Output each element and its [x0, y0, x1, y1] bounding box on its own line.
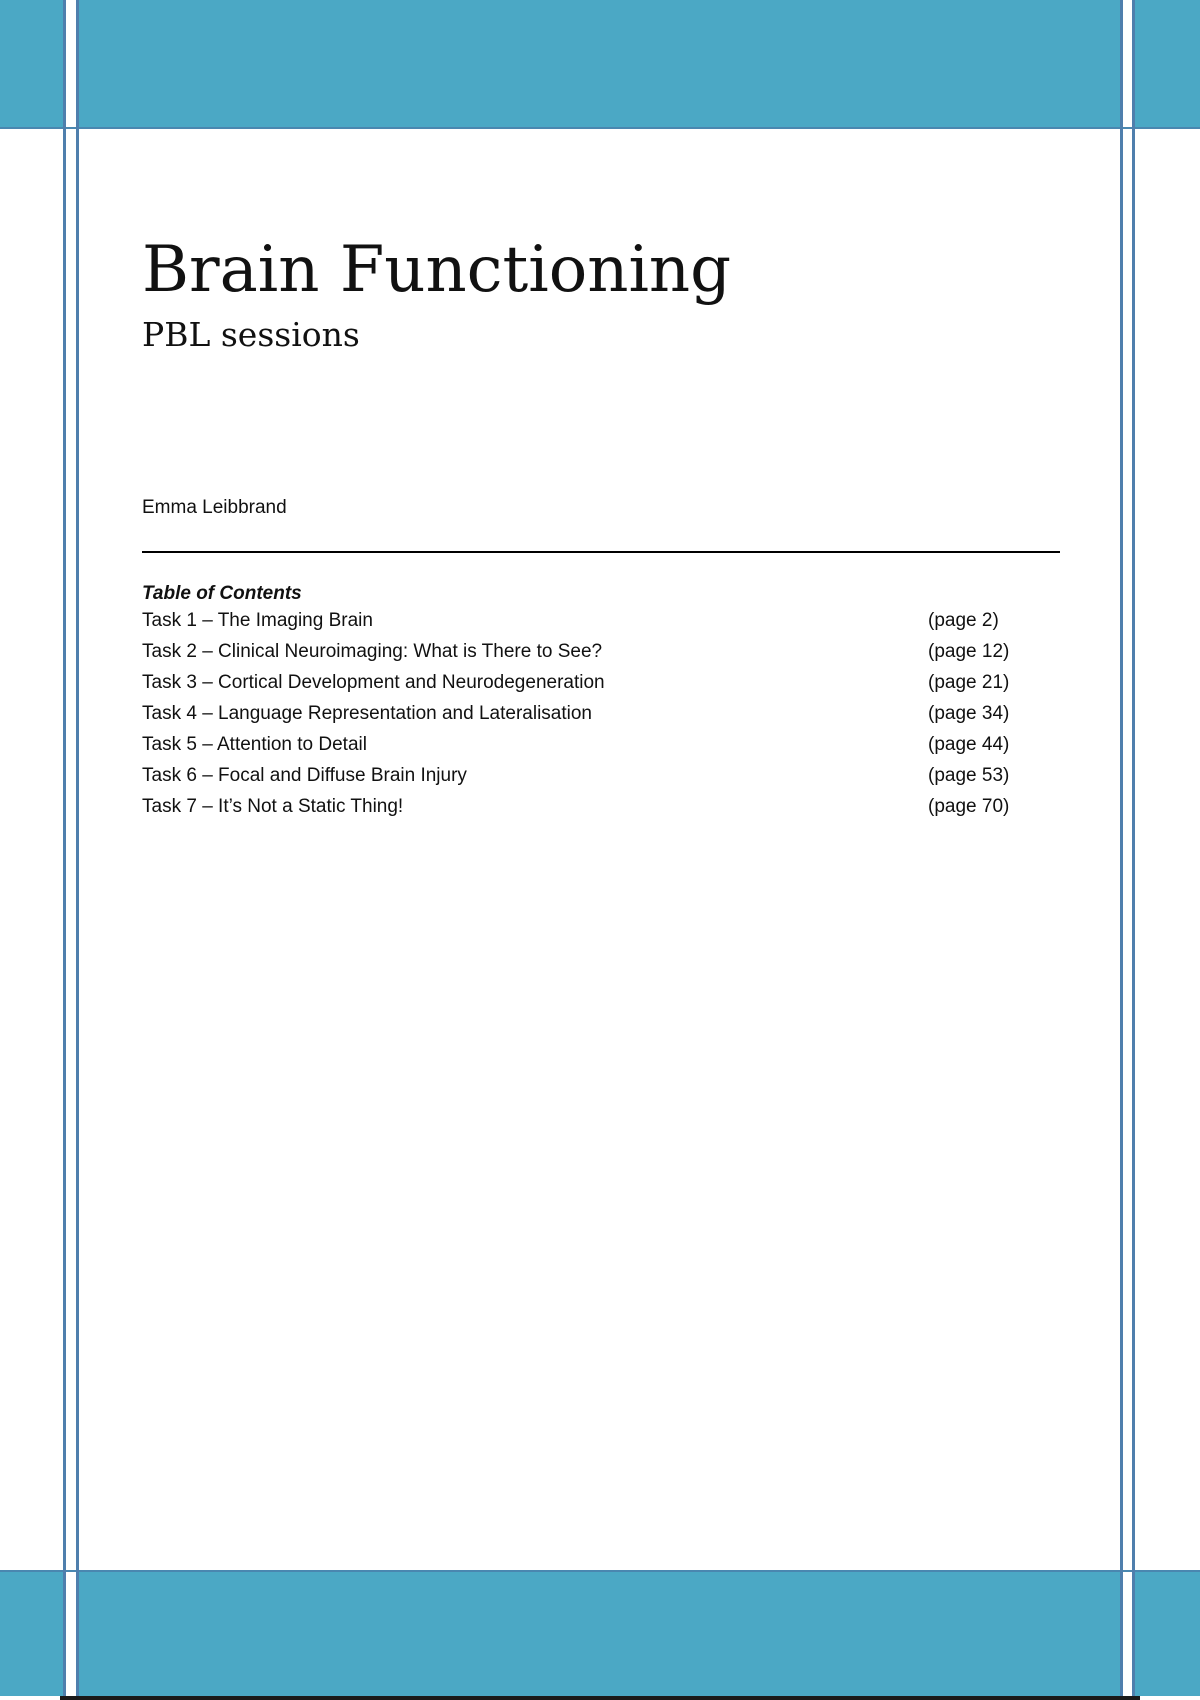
toc-page-number: (page 70) [928, 796, 1010, 817]
toc-page-number: (page 53) [928, 765, 1010, 786]
toc-entry[interactable] [142, 640, 1022, 671]
toc-task-title: Task 1 – The Imaging Brain [142, 610, 373, 631]
toc-page-number: (page 44) [928, 734, 1010, 755]
header-band-right [1135, 0, 1200, 128]
footer-band-edge [0, 1570, 1200, 1572]
toc-entry[interactable] [142, 764, 1022, 795]
page-border-right-inner [1120, 0, 1123, 1700]
toc-page-number: (page 21) [928, 672, 1010, 693]
author-name: Emma Leibbrand [142, 497, 287, 518]
header-band-main [79, 0, 1120, 128]
table-of-contents [142, 609, 1022, 826]
toc-task-title: Task 4 – Language Representation and Lateralisation [142, 703, 592, 724]
toc-entry[interactable] [142, 702, 1022, 733]
footer-band-left [0, 1571, 64, 1696]
header-band-left [0, 0, 64, 128]
page-border-left-inner [76, 0, 79, 1700]
toc-task-title: Task 5 – Attention to Detail [142, 734, 367, 755]
header-band-edge [0, 127, 1200, 129]
toc-entry[interactable] [142, 733, 1022, 764]
toc-page-number: (page 34) [928, 703, 1010, 724]
footer-band-main [79, 1571, 1120, 1696]
toc-task-title: Task 6 – Focal and Diffuse Brain Injury [142, 765, 467, 786]
toc-task-title: Task 3 – Cortical Development and Neurodegeneration [142, 672, 605, 693]
toc-entry[interactable] [142, 671, 1022, 702]
document-title: Brain Functioning [142, 233, 732, 307]
toc-entry[interactable] [142, 609, 1022, 640]
footer-band-right [1135, 1571, 1200, 1696]
toc-task-title: Task 2 – Clinical Neuroimaging: What is There to See? [142, 641, 603, 662]
document-subtitle: PBL sessions [142, 315, 360, 354]
toc-heading: Table of Contents [142, 583, 302, 604]
toc-page-number: (page 2) [928, 610, 999, 631]
page-bottom-edge [60, 1696, 1140, 1700]
toc-task-title: Task 7 – It’s Not a Static Thing! [142, 796, 404, 817]
horizontal-rule [142, 551, 1060, 553]
toc-page-number: (page 12) [928, 641, 1010, 662]
page-border-right-outer [1132, 0, 1135, 1700]
page-border-left-outer [63, 0, 66, 1700]
toc-entry[interactable] [142, 795, 1022, 826]
